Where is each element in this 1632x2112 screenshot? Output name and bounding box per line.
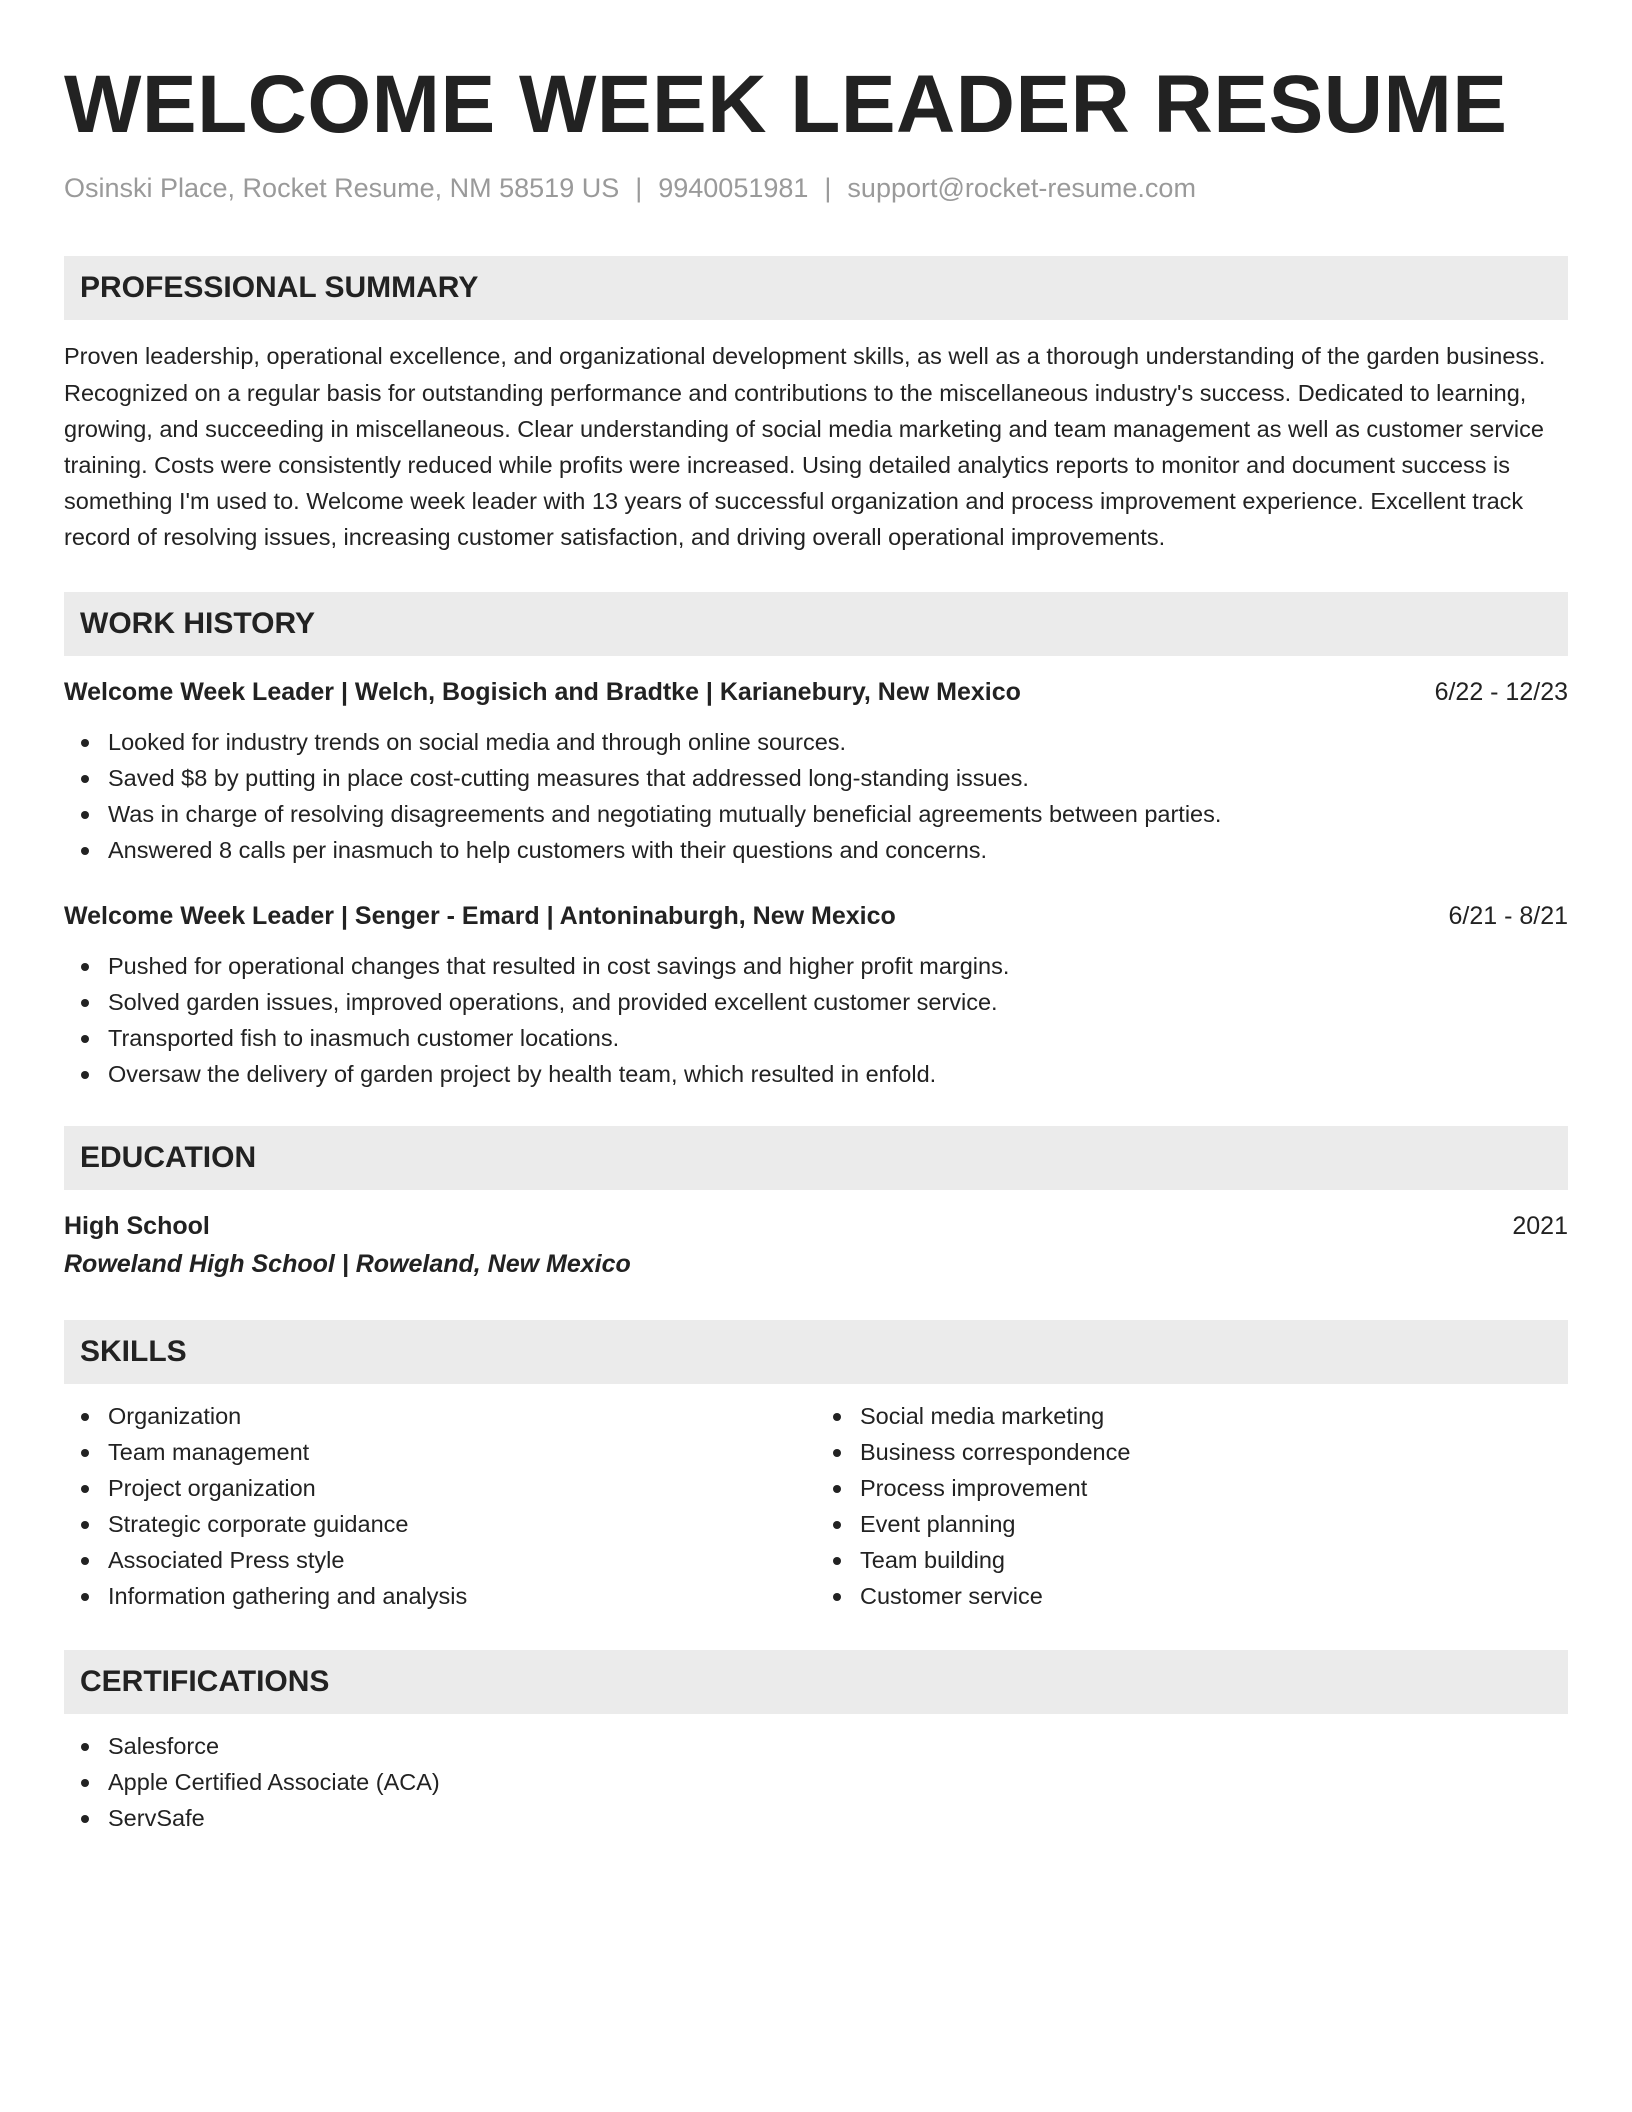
- certification-item: Apple Certified Associate (ACA): [64, 1764, 1568, 1800]
- skills-grid: [64, 1398, 1568, 1614]
- contact-separator: |: [824, 173, 832, 203]
- education-degree: High School: [64, 1211, 210, 1240]
- job-bullets: [64, 948, 1568, 1092]
- skill-item: Team management: [64, 1434, 816, 1470]
- skill-item: Customer service: [816, 1578, 1568, 1614]
- resume-title: WELCOME WEEK LEADER RESUME: [64, 59, 1508, 150]
- job-entry: [64, 674, 1568, 868]
- job-header: [64, 898, 1568, 934]
- contact-phone: 9940051981: [658, 173, 809, 203]
- skill-item: Project organization: [64, 1470, 816, 1506]
- skill-item: Event planning: [816, 1506, 1568, 1542]
- contact-line: [64, 172, 1568, 204]
- contact-address: Osinski Place, Rocket Resume, NM 58519 US: [64, 173, 620, 203]
- summary-section-header: PROFESSIONAL SUMMARY: [64, 256, 1568, 320]
- contact-email: support@rocket-resume.com: [847, 173, 1196, 203]
- job-bullet: Saved $8 by putting in place cost-cutting measures that addressed long-standing issues.: [64, 760, 1568, 796]
- certification-item: ServSafe: [64, 1800, 1568, 1836]
- work-history-section-header: WORK HISTORY: [64, 592, 1568, 656]
- skill-item: Team building: [816, 1542, 1568, 1578]
- skills-list: [816, 1398, 1568, 1614]
- education-school: Roweland High School | Roweland, New Mexico: [64, 1249, 631, 1278]
- skill-item: Strategic corporate guidance: [64, 1506, 816, 1542]
- certifications-section-header: CERTIFICATIONS: [64, 1650, 1568, 1714]
- job-title: Welcome Week Leader | Welch, Bogisich and Bradtke | Karianebury, New Mexico: [64, 677, 1021, 706]
- summary-text: Proven leadership, operational excellence, and organizational development skills, as well as a thorough understanding of the garden business. Recognized on a regular basis for outstanding performance and contributions to the miscellaneous industry's success. Dedicated to learning, growing, and succeeding in miscellaneous. Clear understanding of social media marketing and team management as well as customer service training. Costs were consistently reduced while profits were increased. Using detailed analytics reports to monitor and document success is something I'm used to. Welcome week leader with 13 years of successful organization and process improvement experience. Excellent track record of resolving issues, increasing customer satisfaction, and driving overall operational improvements.: [64, 343, 1546, 551]
- skill-item: Social media marketing: [816, 1398, 1568, 1434]
- skill-item: Organization: [64, 1398, 816, 1434]
- education-year: 2021: [1512, 1211, 1568, 1240]
- skill-item: Information gathering and analysis: [64, 1578, 816, 1614]
- job-dates: 6/21 - 8/21: [1448, 901, 1568, 930]
- job-bullet: Was in charge of resolving disagreements and negotiating mutually beneficial agreements between parties.: [64, 796, 1568, 832]
- skill-item: Process improvement: [816, 1470, 1568, 1506]
- job-bullet: Answered 8 calls per inasmuch to help customers with their questions and concerns.: [64, 832, 1568, 868]
- job-title: Welcome Week Leader | Senger - Emard | Antoninaburgh, New Mexico: [64, 901, 896, 930]
- skills-section-header: SKILLS: [64, 1320, 1568, 1384]
- certifications-list: [64, 1728, 1568, 1836]
- skill-item: Business correspondence: [816, 1434, 1568, 1470]
- job-bullet: Transported fish to inasmuch customer locations.: [64, 1020, 1568, 1056]
- contact-separator: |: [635, 173, 643, 203]
- skills-column-left: [64, 1398, 816, 1614]
- education-entry: [64, 1208, 1568, 1282]
- skill-item: Associated Press style: [64, 1542, 816, 1578]
- job-bullet: Oversaw the delivery of garden project by health team, which resulted in enfold.: [64, 1056, 1568, 1092]
- job-dates: 6/22 - 12/23: [1434, 677, 1568, 706]
- job-bullet: Solved garden issues, improved operations, and provided excellent customer service.: [64, 984, 1568, 1020]
- education-header: [64, 1208, 1568, 1244]
- job-bullet: Looked for industry trends on social media and through online sources.: [64, 724, 1568, 760]
- skills-list: [64, 1398, 816, 1614]
- skills-column-right: [816, 1398, 1568, 1614]
- job-entry: [64, 898, 1568, 1092]
- education-section-header: EDUCATION: [64, 1126, 1568, 1190]
- job-bullets: [64, 724, 1568, 868]
- job-bullet: Pushed for operational changes that resulted in cost savings and higher profit margins.: [64, 948, 1568, 984]
- certification-item: Salesforce: [64, 1728, 1568, 1764]
- job-header: [64, 674, 1568, 710]
